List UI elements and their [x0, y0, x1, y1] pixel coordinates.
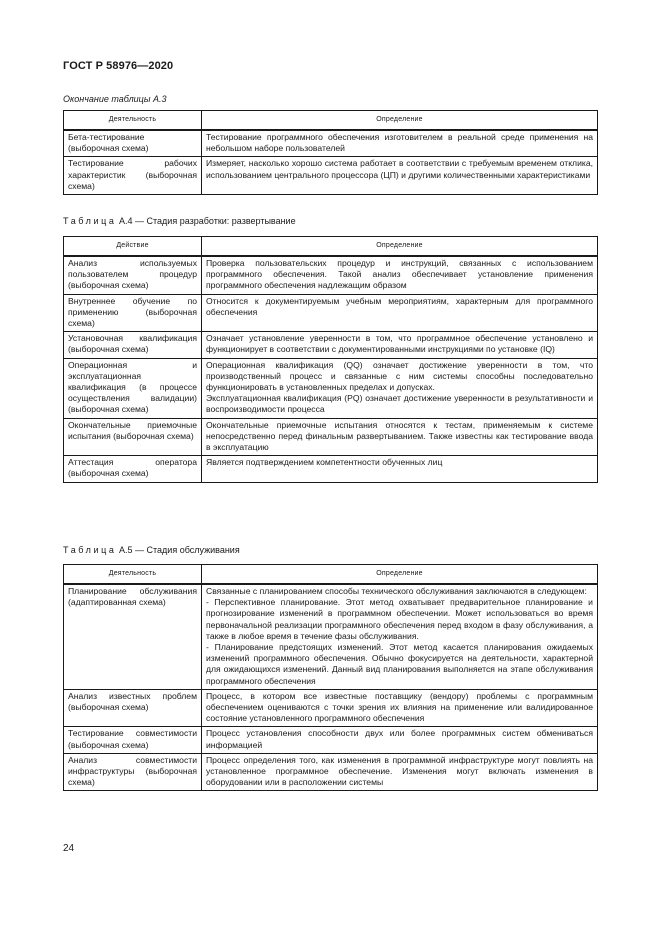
- column-header-definition: Определение: [202, 111, 598, 131]
- table-label: Таблица: [63, 216, 117, 226]
- table-row: [64, 256, 598, 294]
- activity-cell: Установочная квалификация (выборочная схема): [64, 332, 202, 358]
- definition-cell: [202, 358, 598, 418]
- table-title: А.5 — Стадия обслуживания: [116, 545, 240, 555]
- column-header-activity: Деятельность: [64, 565, 202, 585]
- table-row: [64, 584, 598, 689]
- activity-cell: Анализ известных проблем (выборочная схема): [64, 689, 202, 727]
- table-header-row: [64, 565, 598, 585]
- table-row: [64, 358, 598, 418]
- table-a5-caption: [63, 545, 240, 555]
- definition-paragraph: - Планирование предстоящих изменений. Этот метод касается планирования ожидаемых изменений программного обеспечения. Обычно фокусируется на деятельности, характерной для ожидающихся изменений. Данный вид планирования выполняется на этапе обслуживания программного обеспечения: [206, 642, 593, 686]
- definition-paragraph: Операционная квалификация (QQ) означает достижение уверенности в том, что производственный процесс и связанные с ним системы способны последовательно функционировать в установленных пределах и допусках.: [206, 359, 593, 393]
- table-header-row: [64, 111, 598, 131]
- definition-cell: Окончательные приемочные испытания относятся к тестам, применяемым к системе непосредственно перед финальным развертыванием. Также известны как тестирование ввода в эксплуатацию: [202, 418, 598, 456]
- column-header-definition: Определение: [202, 565, 598, 585]
- activity-cell: Анализ используемых пользователем процедур (выборочная схема): [64, 256, 202, 294]
- table-row: [64, 332, 598, 358]
- column-header-definition: Определение: [202, 237, 598, 257]
- activity-cell: Планирование обслуживания (адаптированная схема): [64, 584, 202, 689]
- definition-cell: Тестирование программного обеспечения изготовителем в реальной среде применения на небольшом наборе пользователей: [202, 130, 598, 157]
- table-a3: [63, 110, 598, 195]
- table-a4-caption: [63, 216, 296, 226]
- activity-cell: Аттестация оператора (выборочная схема): [64, 456, 202, 482]
- activity-cell: Тестирование совместимости (выборочная схема): [64, 727, 202, 753]
- table-row: [64, 689, 598, 727]
- definition-cell: Измеряет, насколько хорошо система работает в соответствии с требуемым временем отклика, использованием центрального процессора (ЦП) и другими количественными характеристиками: [202, 157, 598, 195]
- table-row: [64, 727, 598, 753]
- definition-paragraph: - Перспективное планирование. Этот метод охватывает предварительное планирование и прогнозирование изменений в программном обеспечении. Может использоваться во время первоначальной реализации программного обеспечения перед входом в фазу обслуживания, а также в любое время в течение фазы обслуживания.: [206, 597, 593, 641]
- table-a4: [63, 236, 598, 483]
- definition-cell: Процесс определения того, как изменения в программной инфраструктуре могут повлиять на установленное программное обеспечение. Изменения могут включать изменения в оборудовании или в расположении системы: [202, 753, 598, 791]
- activity-cell: Тестирование рабочих характеристик (выборочная схема): [64, 157, 202, 195]
- definition-cell: Процесс установления способности двух или более программных систем обмениваться информацией: [202, 727, 598, 753]
- definition-cell: Процесс, в котором все известные поставщику (вендору) проблемы с программным обеспечением оцениваются с точки зрения их влияния на применение или валидированное состояние установленного программного обеспечения: [202, 689, 598, 727]
- definition-cell: Относится к документируемым учебным мероприятиям, характерным для программного обеспечения: [202, 294, 598, 332]
- definition-cell: [202, 584, 598, 689]
- activity-cell: Окончательные приемочные испытания (выборочная схема): [64, 418, 202, 456]
- activity-cell: Операционная и эксплуатационная квалификация (в процессе осуществления валидации) (выборочная схема): [64, 358, 202, 418]
- table-a3-caption: Окончание таблицы А.3: [63, 94, 167, 104]
- column-header-action: Действие: [64, 237, 202, 257]
- table-row: [64, 456, 598, 482]
- table-row: [64, 157, 598, 195]
- definition-paragraph: Эксплуатационная квалификация (PQ) означает достижение уверенности в результативности и воспроизводимости процесса: [206, 393, 593, 415]
- document-code-header: ГОСТ Р 58976—2020: [63, 60, 174, 72]
- definition-cell: Проверка пользовательских процедур и инструкций, связанных с использованием программного обеспечения. Такой анализ обеспечивает установление применения программного обеспечения надлежащим образом: [202, 256, 598, 294]
- definition-cell: Означает установление уверенности в том, что программное обеспечение установлено и функционирует в соответствии с документированными инструкциями по установке (IQ): [202, 332, 598, 358]
- table-row: [64, 130, 598, 157]
- table-title: А.4 — Стадия разработки: развертывание: [116, 216, 296, 226]
- activity-cell: Бета-тестирование (выборочная схема): [64, 130, 202, 157]
- table-row: [64, 753, 598, 791]
- page-number: 24: [63, 843, 75, 854]
- table-row: [64, 418, 598, 456]
- table-row: [64, 294, 598, 332]
- table-header-row: [64, 237, 598, 257]
- table-label: Таблица: [63, 545, 117, 555]
- definition-cell: Является подтверждением компетентности обученных лиц: [202, 456, 598, 482]
- activity-cell: Анализ совместимости инфраструктуры (выборочная схема): [64, 753, 202, 791]
- activity-cell: Внутреннее обучение по применению (выборочная схема): [64, 294, 202, 332]
- definition-paragraph: Связанные с планированием способы технического обслуживания заключаются в следующем:: [206, 586, 587, 596]
- table-a5: [63, 564, 598, 791]
- column-header-activity: Деятельность: [64, 111, 202, 131]
